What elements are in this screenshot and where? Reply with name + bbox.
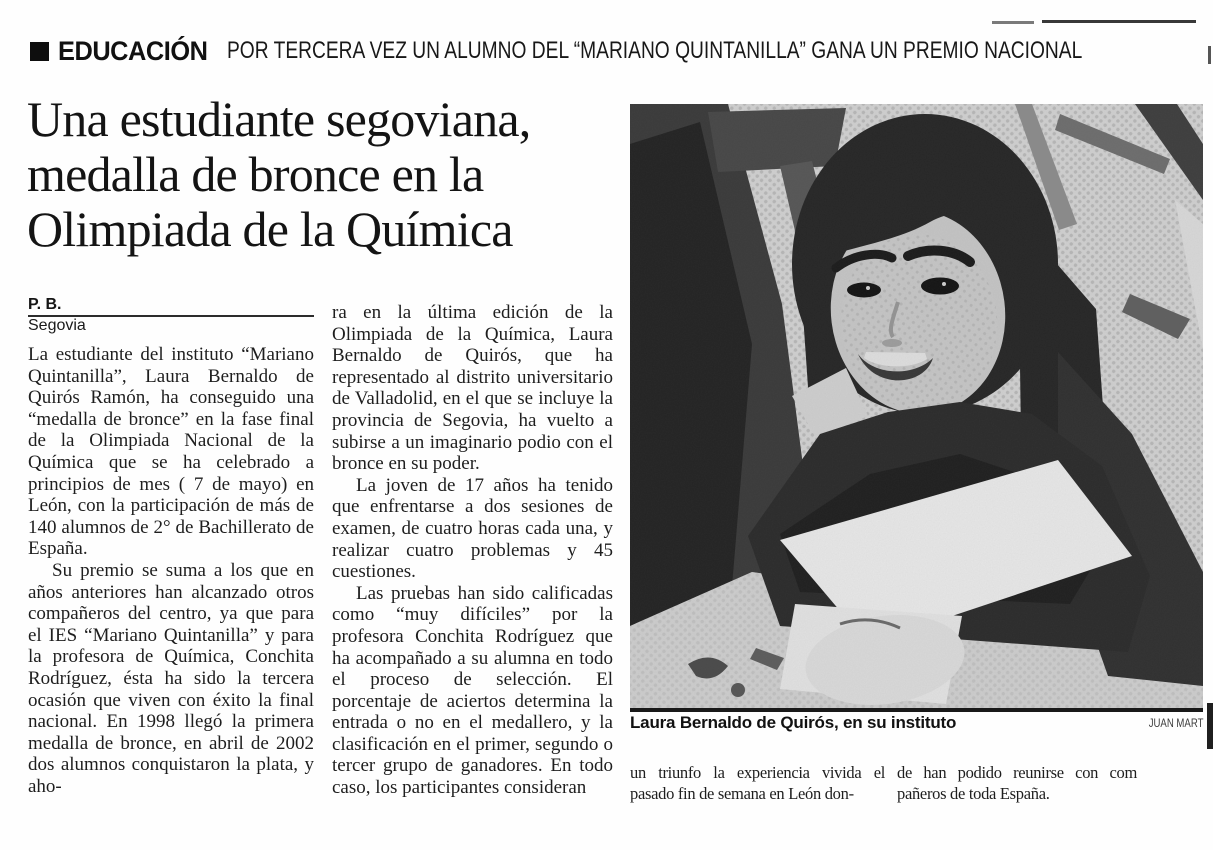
- top-rule-segment: [992, 21, 1034, 24]
- byline-author: P. B.: [28, 296, 62, 313]
- headline-line: medalla de bronce en la: [27, 146, 484, 202]
- section-label: EDUCACIÓN: [58, 35, 208, 66]
- article-column-3: [630, 763, 885, 804]
- photo-caption: Laura Bernaldo de Quirós, en su instituto: [630, 713, 957, 732]
- kicker-strap: POR TERCERA VEZ UN ALUMNO DEL “MARIANO QUINTANILLA” GANA UN PREMIO NACIONAL: [227, 37, 1083, 64]
- headline: [27, 92, 627, 257]
- headline-line: Una estudiante segoviana,: [27, 91, 531, 147]
- article-column-2: [332, 302, 613, 799]
- article-column-4: [897, 763, 1137, 804]
- section-kicker: [30, 35, 1213, 66]
- section-marker-square-icon: [30, 42, 49, 61]
- article-column-1: [28, 344, 314, 797]
- article-paragraph: La joven de 17 años ha tenido que enfrentarse a dos sesiones de examen, de cuatro horas cada una, y realizar cuatro problemas y 45 cuestiones.: [332, 474, 613, 583]
- photo-caption-row: [630, 713, 1203, 733]
- article-paragraph: Las pruebas han sido calificadas como “muy difíciles” por la profesora Conchita Rodríguez que ha acompañado a su alumna en todo el proceso de selección. El porcentaje de aciertos determina la entrada o no en el medallero, y la clasificación en el primer, segundo o tercer grupo de ganadores. En todo caso, los participantes consideran: [332, 582, 613, 799]
- article-paragraph: de han podido reunirse con com pañeros de toda España.: [897, 763, 1137, 803]
- article-paragraph: ra en la última edición de la Olimpiada de la Química, Laura Bernaldo de Quirós, que ha representado al distrito universitario de Valladolid, en el que se incluye la provincia de Segovia, ha vuelto a subirse a un imaginario podio con el bronce en su poder.: [332, 302, 613, 475]
- article-paragraph: un triunfo la experiencia vivida el pasado fin de semana en León don-: [630, 763, 885, 803]
- article-paragraph: La estudiante del instituto “Mariano Quintanilla”, Laura Bernaldo de Quirós Ramón, ha conseguido una “medalla de bronce” en la fase final de la Olimpiada Nacional de la Química que se ha celebrado a principios de mes ( 7 de mayo) en León, con la participación de más de 140 alumnos de 2° de Bachillerato de España.: [28, 344, 314, 560]
- headline-line: Olimpiada de la Química: [27, 201, 513, 257]
- article-photo: [630, 104, 1203, 712]
- byline-location: Segovia: [28, 317, 86, 334]
- photo-credit: JUAN MART: [1148, 716, 1203, 730]
- scan-edge-mark: [1207, 703, 1213, 749]
- top-rule-segment: [1042, 20, 1196, 23]
- byline: [28, 297, 314, 335]
- article-paragraph: Su premio se suma a los que en años anteriores han alcanzado otros compañeros del centro, ya que para el IES “Mariano Quintanilla” y para la profesora de Química, Conchita Rodríguez, ésta ha sido la tercera ocasión que viven con éxito la final nacional. En 1998 llegó la primera medalla de bronce, en abril de 2002 dos alumnos conquistaron la plata, y aho-: [28, 559, 314, 797]
